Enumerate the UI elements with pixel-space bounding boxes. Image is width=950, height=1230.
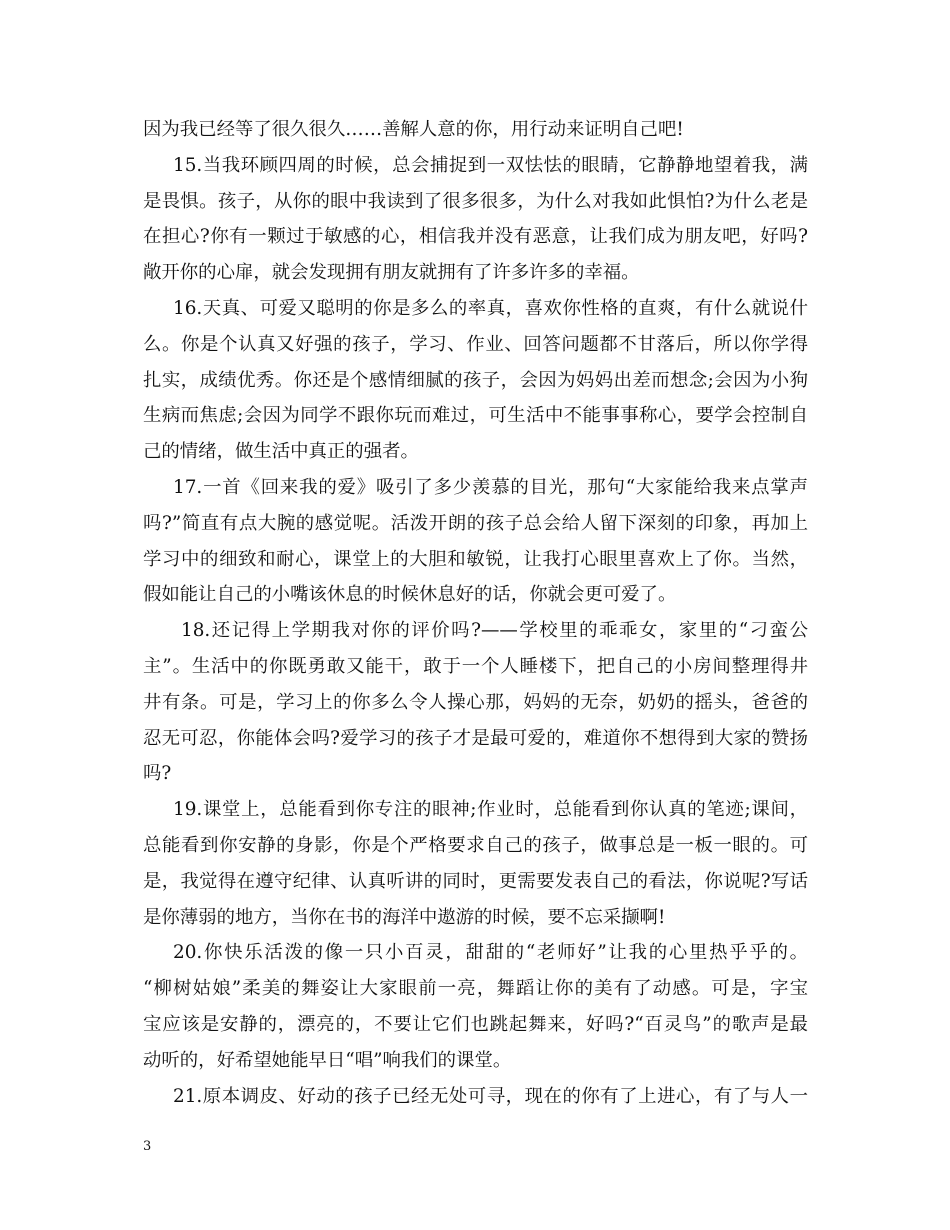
text-line: 动听的，好希望她能早日“唱”响我们的课堂。	[143, 1049, 512, 1071]
text-line: “柳树姑娘”柔美的舞姿让大家眼前一亮，舞蹈让你的美有了动感。可是，字宝	[143, 978, 808, 1000]
text-line: 15.当我环顾四周的时候，总会捕捉到一双怯怯的眼睛，它静静地望着我，满	[173, 154, 808, 176]
text-line: 吗?	[143, 763, 172, 785]
text-line: 敞开你的心扉，就会发现拥有朋友就拥有了许多许多的幸福。	[143, 262, 640, 284]
text-line: 么。你是个认真又好强的孩子，学习、作业、回答问题都不甘落后，所以你学得	[143, 333, 808, 355]
text-line: 己的情绪，做生活中真正的强者。	[143, 441, 419, 463]
text-line: 假如能让自己的小嘴该休息的时候休息好的话，你就会更可爱了。	[143, 584, 677, 606]
text-line: 21.原本调皮、好动的孩子已经无处可寻，现在的你有了上进心，有了与人一	[173, 1085, 808, 1107]
text-line: 是畏惧。孩子，从你的眼中我读到了很多很多，为什么对我如此惧怕?为什么老是	[143, 190, 808, 212]
text-line: 宝应该是安静的，漂亮的，不要让它们也跳起舞来，好吗?“百灵鸟”的歌声是最	[143, 1013, 808, 1035]
text-line: 是，我觉得在遵守纪律、认真听讲的同时，更需要发表自己的看法，你说呢?写话	[143, 870, 808, 892]
text-line: 19.课堂上，总能看到你专注的眼神;作业时，总能看到你认真的笔迹;课间，	[173, 799, 808, 821]
text-line: 因为我已经等了很久很久……善解人意的你，用行动来证明自己吧!	[143, 119, 684, 140]
text-line: 忍无可忍，你能体会吗?爱学习的孩子才是最可爱的，难道你不想得到大家的赞扬	[143, 727, 808, 749]
text-line: 生病而焦虑;会因为同学不跟你玩而难过，可生活中不能事事称心，要学会控制自	[143, 405, 808, 427]
text-line: 17.一首《回来我的爱》吸引了多少羡慕的目光，那句“大家能给我来点掌声	[173, 476, 808, 498]
body-text	[143, 112, 808, 1114]
page-number: 3	[143, 1139, 152, 1154]
text-line: 主”。生活中的你既勇敢又能干，敢于一个人睡楼下，把自己的小房间整理得井	[143, 655, 808, 677]
text-line: 学习中的细致和耐心，课堂上的大胆和敏锐，让我打心眼里喜欢上了你。当然，	[143, 548, 808, 570]
text-line: 总能看到你安静的身影，你是个严格要求自己的孩子，做事总是一板一眼的。可	[143, 834, 808, 856]
text-line: 吗?”简直有点大腕的感觉呢。活泼开朗的孩子总会给人留下深刻的印象，再加上	[143, 512, 808, 534]
text-line: 井有条。可是，学习上的你多么令人操心那，妈妈的无奈，奶奶的摇头，爸爸的	[143, 691, 808, 713]
text-line: 18.还记得上学期我对你的评价吗?——学校里的乖乖女，家里的“刁蛮公	[181, 620, 808, 642]
text-line: 20.你快乐活泼的像一只小百灵，甜甜的“老师好”让我的心里热乎乎的。	[173, 942, 808, 964]
text-line: 是你薄弱的地方，当你在书的海洋中遨游的时候，要不忘采撷啊!	[143, 906, 666, 928]
text-line: 在担心?你有一颗过于敏感的心，相信我并没有恶意，让我们成为朋友吧，好吗?	[143, 226, 808, 248]
text-line: 扎实，成绩优秀。你还是个感情细腻的孩子，会因为妈妈出差而想念;会因为小狗	[143, 369, 808, 391]
text-line: 16.天真、可爱又聪明的你是多么的率真，喜欢你性格的直爽，有什么就说什	[173, 297, 808, 319]
